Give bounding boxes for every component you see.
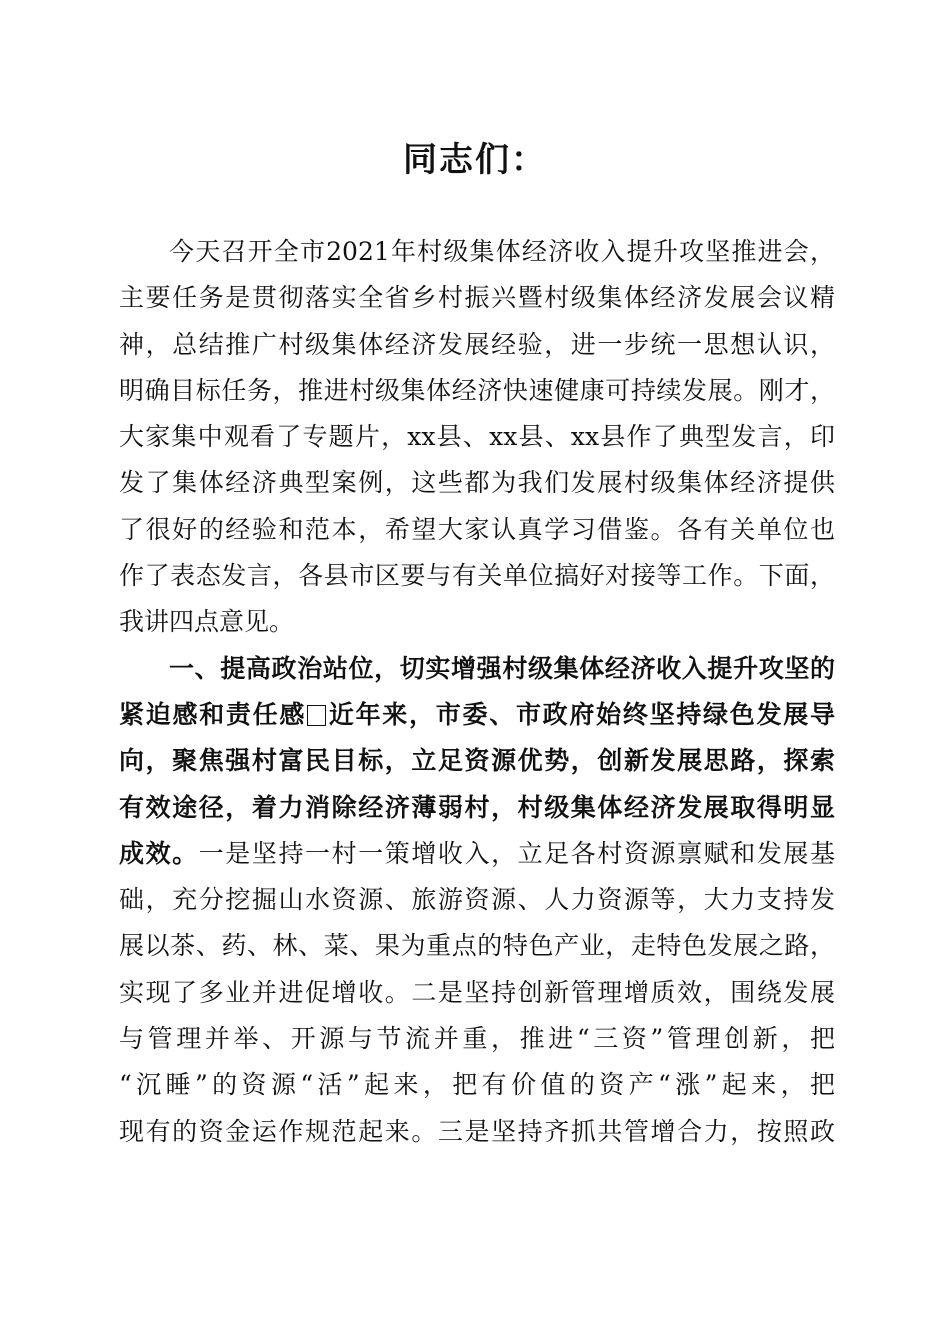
paragraph-line: 神，总结推广村级集体经济发展经验，进一步统一思想认识， — [119, 329, 835, 359]
page-title: 同志们： — [403, 140, 547, 180]
paragraph-text: 一是坚持一村一策增收入，立足各村资源禀赋和发展基 — [198, 838, 835, 868]
section-heading-line: 有效途径，着力消除经济薄弱村，村级集体经济发展取得明显 — [119, 792, 835, 822]
paragraph-line: 明确目标任务，推进村级集体经济快速健康可持续发展。刚才， — [119, 375, 835, 405]
paragraph-line: 大家集中观看了专题片，xx县、xx县、xx县作了典型发言，印 — [119, 422, 835, 452]
section-heading-text: 紧迫感和责任感 — [119, 699, 307, 729]
paragraph-line: 今天召开全市2021年村级集体经济收入提升攻坚推进会， — [169, 237, 835, 266]
paragraph-line: 实现了多业并进促增收。二是坚持创新管理增质效，围绕发展 — [119, 977, 835, 1007]
paragraph-line: 现有的资金运作规范起来。三是坚持齐抓共管增合力，按照政 — [119, 1116, 835, 1146]
paragraph-line: 与管理并举、开源与节流并重，推进“三资”管理创新，把 — [119, 1024, 835, 1054]
paragraph-line: 展以茶、药、林、菜、果为重点的特色产业，走特色发展之路， — [119, 931, 835, 961]
paragraph-line — [119, 831, 835, 877]
section-heading-line: 一、提高政治站位，切实增强村级集体经济收入提升攻坚的 — [169, 653, 835, 683]
paragraph-line: 了很好的经验和范本，希望大家认真学习借鉴。各有关单位也 — [119, 514, 835, 544]
paragraph-line: 作了表态发言，各县市区要与有关单位搞好对接等工作。下面， — [119, 561, 835, 591]
paragraph-line: “沉睡”的资源“活”起来，把有价值的资产“涨”起来，把 — [119, 1070, 835, 1100]
missing-glyph-box — [307, 705, 326, 726]
paragraph-line: 我讲四点意见。 — [119, 607, 295, 637]
paragraph-line: 主要任务是贯彻落实全省乡村振兴暨村级集体经济发展会议精 — [119, 283, 835, 313]
document-body — [119, 229, 835, 1155]
section-heading-text: 近年来，市委、市政府始终坚持绿色发展导 — [327, 699, 835, 729]
section-heading-text: 成效。 — [119, 838, 199, 868]
section-heading-line: 向，聚焦强村富民目标，立足资源优势，创新发展思路，探索 — [119, 746, 835, 776]
paragraph-line: 础，充分挖掘山水资源、旅游资源、人力资源等，大力支持发 — [119, 885, 835, 915]
paragraph-line: 发了集体经济典型案例，这些都为我们发展村级集体经济提供 — [119, 468, 835, 498]
section-heading-line — [119, 692, 835, 738]
